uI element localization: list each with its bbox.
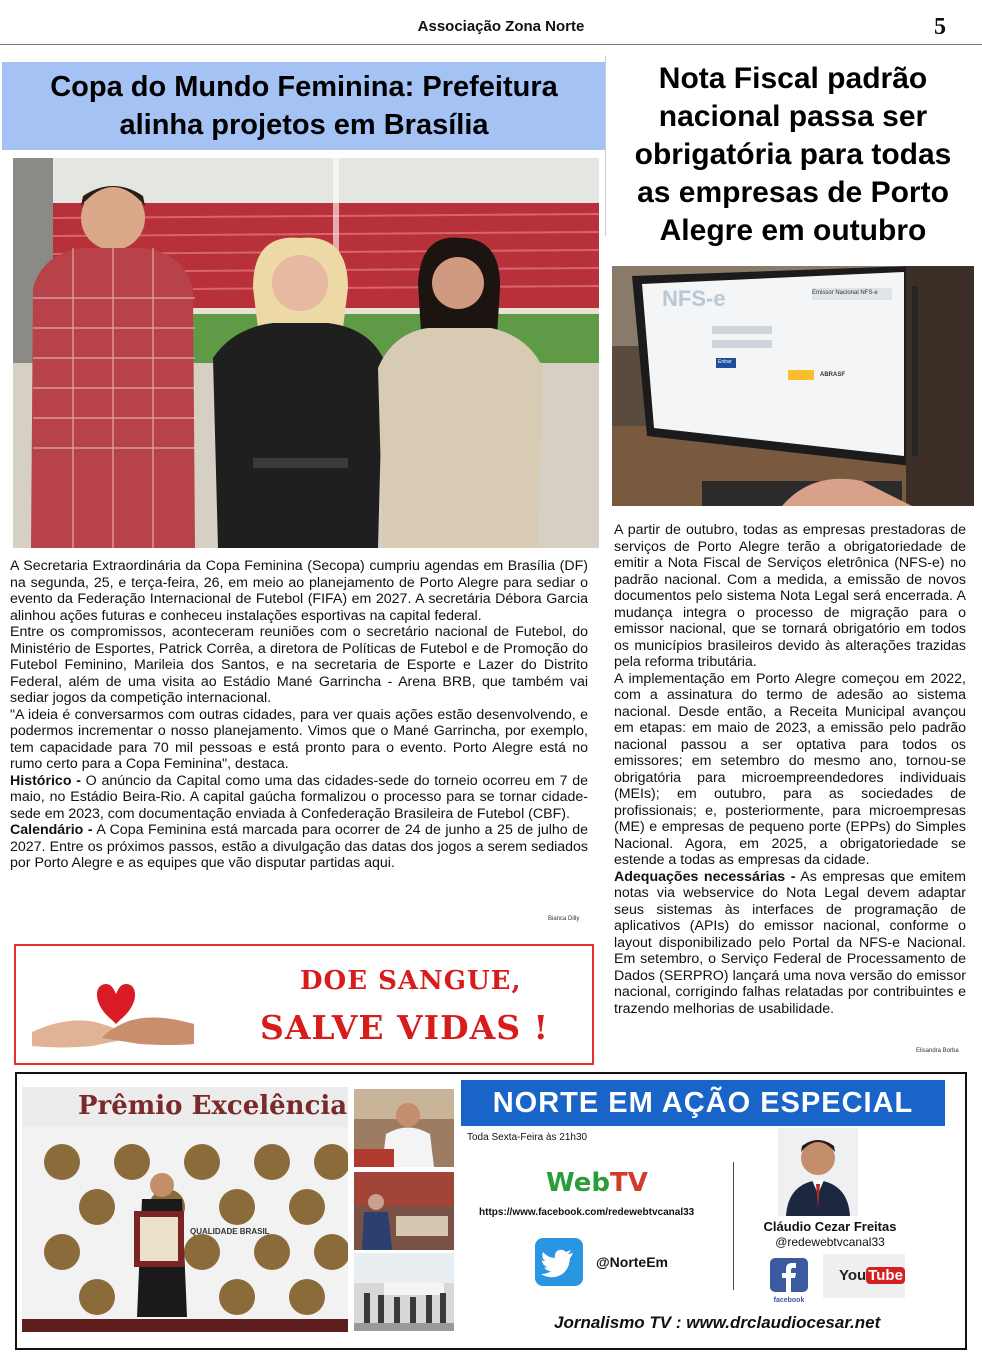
chef-photo	[354, 1089, 454, 1167]
column-divider	[605, 56, 606, 236]
left-headline-line1: Copa do Mundo Feminina: Prefeitura	[50, 71, 558, 103]
calendario-label: Calendário -	[10, 822, 93, 838]
show-schedule: Toda Sexta-Feira às 21h30	[467, 1132, 588, 1143]
nfse-computer-photo	[612, 266, 974, 506]
right-headline-line: obrigatória para todas	[634, 138, 952, 171]
right-headline-line: nacional passa ser	[658, 100, 928, 133]
historico-label: Histórico -	[10, 772, 81, 789]
right-headline-line: Alegre em outubro	[659, 214, 927, 247]
facebook-url-link[interactable]: https://www.facebook.com/redewebtvcanal33	[479, 1207, 695, 1218]
newspaper-title: Associação Zona Norte	[417, 18, 585, 35]
right-headline-line: as empresas de Porto	[637, 176, 949, 209]
award-board-text: QUALIDADE BRASIL	[190, 1227, 270, 1236]
ad-headline-line1: DOE SANGUE,	[300, 966, 522, 996]
header-rule	[0, 44, 982, 45]
right-article-body	[614, 522, 966, 1017]
nfse-enter-button: Entrar	[718, 359, 732, 365]
historico-paragraph	[10, 773, 588, 823]
webtv-logo	[546, 1168, 648, 1198]
left-photo-credit: Bianca Dilly	[548, 916, 580, 922]
facebook-icon-label: facebook	[773, 1297, 805, 1304]
ad-headline-line2: SALVE VIDAS !	[260, 1008, 550, 1047]
page-number: 5	[934, 14, 946, 40]
youtube-wordmark	[839, 1266, 905, 1286]
right-paragraph: A implementação em Porto Alegre começou em 2022, com a assinatura do termo de adesão ao sistema nacional. Desde então, a Receita Municipal avançou em etapas: em maio de 2023, a emissão pelo padrão nacional passou a ser optativa para todos os emissores; em setembro do mesmo ano, tornou-se obrigatória para microempreendedores individuais (MEIs); em outubro, para as sociedades de profissionais; e, posteriormente, para microempresas (ME) e empresas de pequeno porte (EPPs) do Simples Nacional. Agora, em 2025, a obrigatoriedade se estende a todas as empresas da cidade.	[614, 670, 966, 868]
nfse-screen-logo: NFS-e	[662, 286, 726, 311]
stadium-group-photo	[13, 158, 599, 548]
adequacoes-label: Adequações necessárias -	[614, 868, 796, 885]
host-portrait	[778, 1128, 858, 1216]
calendario-paragraph	[10, 822, 588, 872]
left-article-body	[10, 558, 588, 872]
hands-heart-image	[32, 954, 194, 1056]
award-ceremony-photo	[22, 1087, 348, 1332]
left-paragraph: Entre os compromissos, aconteceram reuniões com o secretário nacional de Futebol, do Ministério de Esportes, Patrick Corrêa, a diretora de Políticas de Futebol e de Promoção do Futebol Feminino, Marileia dos Santos, e na secretaria de Esporte e Lazer do Distrito Federal, além de uma visita ao Estádio Mané Garrincha - Arena BRB, que também vai sediar jogos da competição internacional.	[10, 624, 588, 706]
host-name: Cláudio Cezar Freitas	[763, 1219, 897, 1234]
left-paragraph: A Secretaria Extraordinária da Copa Feminina (Secopa) cumpriu agendas em Brasília (DF) na segunda, 25, e terça-feira, 26, em meio ao planejamento de Porto Alegre para sediar o evento da Federação Internacional de Futebol (FIFA) em 2027. A secretária Débora Garcia alinhou ações futuras e conheceu instalações esportivas na capital federal.	[10, 558, 588, 624]
historico-text: O anúncio da Capital como uma das cidades-sede do torneio ocorreu em 7 de maio, no Estádio Beira-Rio. A capital gaúcha formalizou o processo para se tornar cidade-sede em 2023, com documentação enviada à Confederação Brasileira de Futebol (CBF).	[10, 772, 588, 822]
host-handle: @redewebtvcanal33	[775, 1235, 885, 1249]
jornalismo-tv-website[interactable]: Jornalismo TV : www.drclaudiocesar.net	[554, 1313, 881, 1332]
right-article-headline	[614, 60, 972, 250]
youtube-you: You	[839, 1267, 867, 1284]
right-headline-line: Nota Fiscal padrão	[658, 62, 928, 95]
nfse-screen-title: Emissor Nacional NFS-e	[812, 290, 878, 296]
left-article-headline	[2, 62, 606, 150]
twitter-handle[interactable]: @NorteEm	[596, 1254, 668, 1270]
calendario-text: A Copa Feminina está marcada para ocorrer de 24 de junho a 25 de julho de 2027. Entre os próximos passos, estão a divulgação das datas dos jogos a serem sediados por Porto Alegre e as equipes que vão disputar partidas aqui.	[10, 822, 588, 871]
youtube-tube: Tube	[868, 1267, 903, 1284]
left-headline-line2: alinha projetos em Brasília	[119, 109, 489, 141]
adequacoes-paragraph	[614, 869, 966, 1018]
parade-photo	[354, 1253, 454, 1331]
webtv-logo-web: Web	[546, 1168, 610, 1198]
abrasf-logo: ABRASF	[820, 372, 845, 378]
youtube-icon[interactable]	[823, 1254, 905, 1298]
tv-studio-photo	[354, 1172, 454, 1250]
left-paragraph: "A ideia é conversarmos com outras cidades, para ver quais ações estão desenvolvendo, e podermos incrementar o nosso planejamento. Vimos que o Mané Garrincha, por exemplo, tem capacidade para 70 mil pessoas e está pronto para o evento. Porto Alegre está no rumo certo para a Copa Feminina", destaca.	[10, 706, 588, 772]
adequacoes-text: As empresas que emitem notas via webservice do Nota Legal devem adaptar seus sistemas às interfaces de programação de aplicativos (APIs) do emissor nacional, conforme o layout disponibilizado pelo Portal da NFS-e Nacional. Em setembro, o Serviço Federal de Processamento de Dados (SERPRO) lançará uma nova versão do emissor nacional, corrigindo falhas relatadas por contribuintes e trazendo melhorias de usabilidade.	[614, 868, 966, 1017]
right-paragraph: A partir de outubro, todas as empresas prestadoras de serviços de Porto Alegre terão a obrigatoriedade de emitir a Nota Fiscal de Serviços eletrônica (NFS-e) no padrão nacional. Com a medida, a emissão de novos documentos pelo sistema Nota Legal será encerrada. A mudança integra o processo de migração para o emissor nacional, que se tornará obrigatório em todos os municípios brasileiros devido às alterações trazidas pela reforma tributária.	[614, 522, 966, 670]
award-banner-text: Prêmio Excelência	[78, 1091, 348, 1121]
webtv-logo-tv: TV	[610, 1168, 648, 1198]
vertical-separator	[733, 1162, 734, 1290]
twitter-icon[interactable]	[535, 1238, 583, 1286]
facebook-icon[interactable]	[770, 1258, 808, 1304]
show-title-banner: NORTE EM AÇÃO ESPECIAL	[461, 1080, 945, 1126]
right-article-credit: Elisandra Borba	[916, 1048, 959, 1054]
